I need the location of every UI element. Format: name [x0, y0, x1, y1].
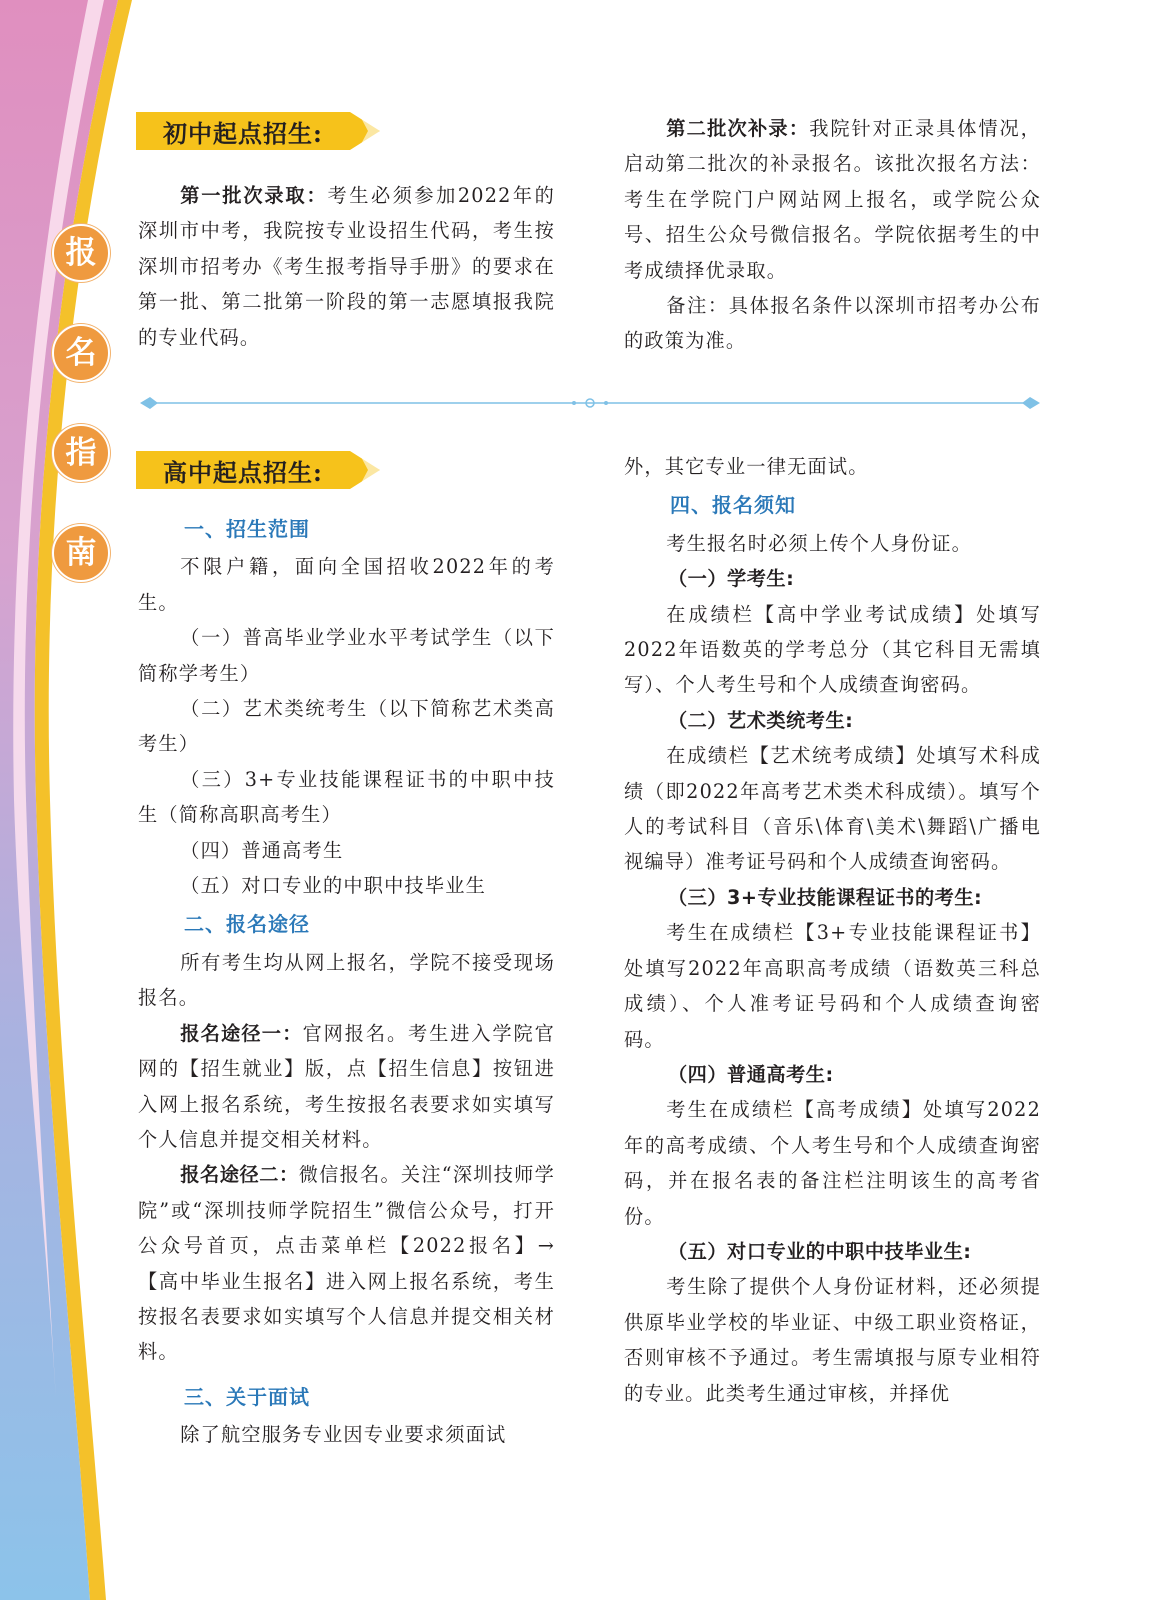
- section-title-routes: 二、报名途径: [184, 912, 310, 937]
- batch2-label: 第二批次补录：: [666, 117, 810, 140]
- banner-title: 初中起点招生:: [163, 119, 323, 148]
- junior-left-column: [138, 178, 555, 355]
- interview-text-part-2: 外，其它专业一律无面试。: [624, 455, 869, 478]
- side-title-char-4: 南: [52, 524, 110, 582]
- notice-sub-1-text: 在成绩栏【高中学业考试成绩】处填写2022年语数英的学考总分（其它科目无需填写）、个人考生号和个人成绩查询密码。: [624, 602, 1041, 697]
- junior-note: 备注：具体报名条件以深圳市招考办公布的政策为准。: [624, 294, 1041, 353]
- notice-sub-2-label: （二）艺术类统考生:: [668, 708, 854, 732]
- section-title-interview: 三、关于面试: [184, 1384, 310, 1409]
- notice-sub-4-text: 考生在成绩栏【高考成绩】处填写2022年的高考成绩、个人考生号和个人成绩查询密码，并在报名表的备注栏注明该生的高考省份。: [624, 1098, 1041, 1228]
- notice-sub-2-text: 在成绩栏【艺术统考成绩】处填写术科成绩（即2022年高考艺术类术科成绩）。填写个人的考试科目（音乐\体育\美术\舞蹈\广播电视编导）准考证号码和个人成绩查询密码。: [624, 744, 1041, 874]
- section-title-scope: 一、招生范围: [184, 517, 310, 541]
- batch1-label: 第一批次录取：: [180, 184, 328, 207]
- route1-label: 报名途径一：: [180, 1021, 303, 1045]
- side-title-char-3: 指: [52, 424, 110, 482]
- senior-enrollment-banner: [136, 449, 384, 491]
- route2-text: 微信报名。关注“深圳技师学院”或“深圳技师学院招生”微信公众号，打开公众号首页，点击菜单栏【2022报名】→【高中毕业生报名】进入网上报名系统，考生按报名表要求如实填写个人信息并提交相关材料。: [138, 1163, 555, 1364]
- junior-right-column: [624, 111, 1041, 359]
- senior-left-column: [138, 508, 555, 1453]
- side-title-char-2: 名: [52, 324, 110, 382]
- side-title-char-1: 报: [52, 224, 110, 282]
- routes-intro: 所有考生均从网上报名，学院不接受现场报名。: [138, 950, 555, 1010]
- section-title-notice: 四、报名须知: [670, 493, 796, 518]
- notice-sub-3-label: （三）3+专业技能课程证书的考生:: [668, 885, 983, 909]
- interview-text-part-1: 除了航空服务专业因专业要求须面试: [180, 1423, 507, 1447]
- route2-label: 报名途径二：: [180, 1163, 299, 1187]
- scope-item: （一）普高毕业学业水平考试学生（以下简称学考生）: [138, 626, 555, 685]
- scope-item: （四）普通高考生: [180, 838, 344, 862]
- scope-intro: 不限户籍，面向全国招收2022年的考生。: [138, 555, 555, 614]
- batch1-text: 考生必须参加2022年的深圳市中考，我院按专业设招生代码，考生按深圳市招考办《考生报考指导手册》的要求在第一批、第二批第一阶段的第一志愿填报我院的专业代码。: [138, 184, 555, 349]
- scope-item: （三）3+专业技能课程证书的中职中技生（简称高职高考生）: [138, 767, 555, 827]
- banner-title: 高中起点招生:: [163, 458, 323, 487]
- notice-sub-1-label: （一）学考生:: [668, 567, 795, 591]
- route1-text: 官网报名。考生进入学院官网的【招生就业】版，点【招生信息】按钮进入网上报名系统，考生按报名表要求如实填写个人信息并提交相关材料。: [138, 1021, 555, 1151]
- notice-sub-5-text: 考生除了提供个人身份证材料，还必须提供原毕业学校的毕业证、中级工职业资格证，否则审核不予通过。考生需填报与原专业相符的专业。此类考生通过审核，并择优: [624, 1275, 1041, 1405]
- scope-item: （五）对口专业的中职中技毕业生: [180, 874, 487, 898]
- notice-intro: 考生报名时必须上传个人身份证。: [666, 531, 973, 555]
- notice-sub-3-text: 考生在成绩栏【3+专业技能课程证书】处填写2022年高职高考成绩（语数英三科总成绩）、个人准考证号码和个人成绩查询密码。: [624, 921, 1041, 1051]
- ornamental-divider: [140, 393, 1040, 413]
- scope-item: （二）艺术类统考生（以下简称艺术类高考生）: [138, 697, 555, 756]
- batch2-text: 我院针对正录具体情况，启动第二批次的补录报名。该批次报名方法：考生在学院门户网站网上报名，或学院公众号、招生公众号微信报名。学院依据考生的中考成绩择优录取。: [624, 117, 1042, 282]
- junior-enrollment-banner: [136, 110, 384, 152]
- notice-sub-5-label: （五）对口专业的中职中技毕业生:: [668, 1239, 972, 1263]
- notice-sub-4-label: （四）普通高考生:: [668, 1062, 834, 1086]
- senior-right-column: [624, 449, 1041, 1411]
